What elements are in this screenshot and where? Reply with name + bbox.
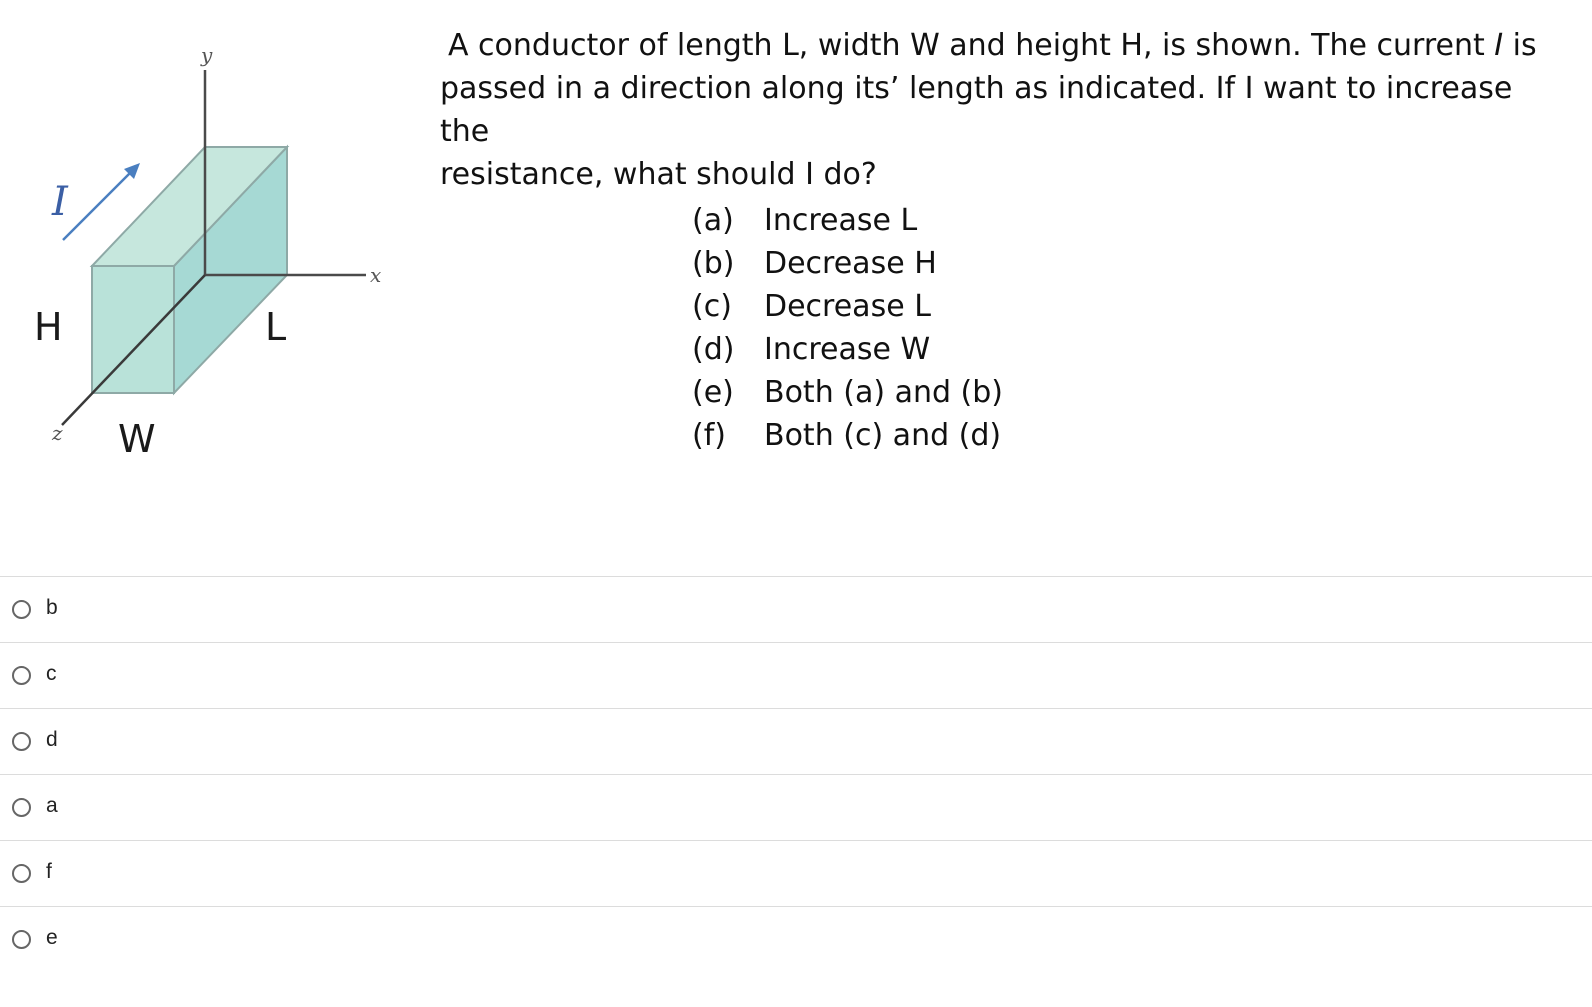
choice-tag: (e) — [692, 375, 734, 410]
answer-option-c[interactable] — [0, 642, 1592, 708]
answer-label: f — [46, 859, 52, 883]
height-label: H — [34, 305, 63, 349]
answer-label: d — [46, 727, 58, 751]
choice-text: Decrease L — [764, 289, 931, 324]
prompt-line-2: passed in a direction along its’ length as indicated. If I want to increase the — [440, 71, 1513, 149]
choice-item — [692, 242, 1003, 285]
prompt-text: A conductor of length L, width W and height H, is shown. The current — [448, 28, 1495, 63]
choice-text: Increase W — [764, 332, 931, 367]
axis-z-label: z — [52, 421, 63, 445]
answer-option-d[interactable] — [0, 708, 1592, 774]
answer-label: a — [46, 793, 58, 817]
current-arrow-shaft — [63, 171, 132, 240]
box-front-face — [92, 266, 174, 393]
choice-item — [692, 285, 1003, 328]
current-label: I — [52, 179, 68, 225]
length-label: L — [265, 305, 287, 349]
axis-y-label: y — [201, 43, 213, 67]
question-choices — [692, 199, 1003, 457]
choice-item — [692, 199, 1003, 242]
choice-text: Increase L — [764, 203, 918, 238]
prompt-line-3: resistance, what should I do? — [440, 157, 877, 192]
choice-tag: (a) — [692, 203, 734, 238]
prompt-current-symbol: I — [1494, 28, 1504, 63]
choice-text: Both (c) and (d) — [764, 418, 1002, 453]
choice-item — [692, 414, 1003, 457]
choice-text: Decrease H — [764, 246, 937, 281]
prompt-text: is — [1503, 28, 1537, 63]
choice-text: Both (a) and (b) — [764, 375, 1004, 410]
width-label: W — [118, 417, 156, 461]
choice-tag: (b) — [692, 246, 735, 281]
axis-x-label: x — [370, 263, 382, 287]
answer-option-e[interactable] — [0, 906, 1592, 972]
prompt-line-1 — [448, 24, 1558, 67]
radio-button[interactable] — [12, 930, 31, 949]
answer-options — [0, 576, 1592, 972]
answer-label: b — [46, 595, 58, 619]
choice-tag: (d) — [692, 332, 735, 367]
radio-button[interactable] — [12, 732, 31, 751]
choice-item — [692, 371, 1003, 414]
radio-button[interactable] — [12, 666, 31, 685]
choice-item — [692, 328, 1003, 371]
choice-tag: (c) — [692, 289, 732, 324]
choice-tag: (f) — [692, 418, 726, 453]
answer-option-f[interactable] — [0, 840, 1592, 906]
answer-option-a[interactable] — [0, 774, 1592, 840]
answer-label: c — [46, 661, 57, 685]
question-prompt — [440, 24, 1558, 196]
answer-option-b[interactable] — [0, 576, 1592, 642]
answer-label: e — [46, 925, 58, 949]
radio-button[interactable] — [12, 864, 31, 883]
conductor-diagram — [0, 0, 420, 500]
radio-button[interactable] — [12, 600, 31, 619]
radio-button[interactable] — [12, 798, 31, 817]
